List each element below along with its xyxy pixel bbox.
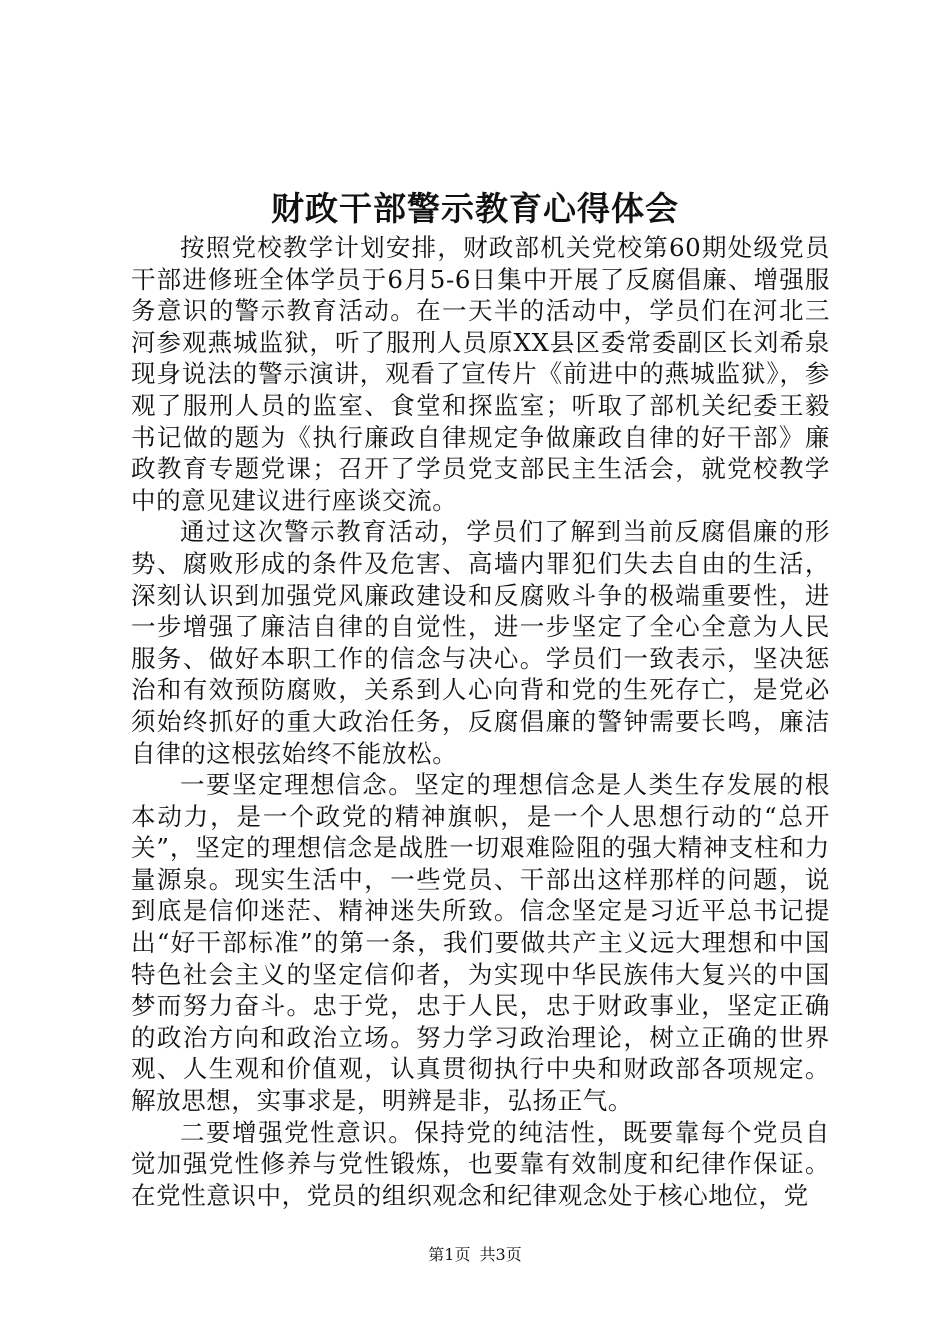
page-total: 共3页 <box>479 1245 522 1264</box>
page-number: 第1页 <box>428 1245 471 1264</box>
page-footer <box>0 1244 950 1266</box>
document-title: 财政干部警示教育心得体会 <box>271 189 679 228</box>
document-body <box>131 232 830 1211</box>
paragraph-1: 按照党校教学计划安排，财政部机关党校第60期处级党员干部进修班全体学员于6月5-6日集中开展了反腐倡廉、增强服务意识的警示教育活动。在一天半的活动中，学员们在河北三河参观燕城监狱，听了服刑人员原XX县区委常委副区长刘希泉现身说法的警示演讲，观看了宣传片《前进中的燕城监狱》，参观了服刑人员的监室、食堂和探监室；听取了部机关纪委王毅书记做的题为《执行廉政自律规定争做廉政自律的好干部》廉政教育专题党课；召开了学员党支部民主生活会，就党校教学中的意见建议进行座谈交流。 <box>131 233 830 515</box>
paragraph-2: 通过这次警示教育活动，学员们了解到当前反腐倡廉的形势、腐败形成的条件及危害、高墙内罪犯们失去自由的生活，深刻认识到加强党风廉政建设和反腐败斗争的极端重要性，进一步增强了廉洁自律的自觉性，进一步坚定了全心全意为人民服务、做好本职工作的信念与决心。学员们一致表示，坚决惩治和有效预防腐败，关系到人心向背和党的生死存亡，是党必须始终抓好的重大政治任务，反腐倡廉的警钟需要长鸣，廉洁自律的这根弦始终不能放松。 <box>131 517 830 768</box>
paragraph-3: 一要坚定理想信念。坚定的理想信念是人类生存发展的根本动力，是一个政党的精神旗帜，是一个人思想行动的“总开关”，坚定的理想信念是战胜一切艰难险阻的强大精神支柱和力量源泉。现实生活中，一些党员、干部出这样那样的问题，说到底是信仰迷茫、精神迷失所致。信念坚定是习近平总书记提出“好干部标准”的第一条，我们要做共产主义远大理想和中国特色社会主义的坚定信仰者，为实现中华民族伟大复兴的中国梦而努力奋斗。忠于党，忠于人民，忠于财政事业，坚定正确的政治方向和政治立场。努力学习政治理论，树立正确的世界观、人生观和价值观，认真贯彻执行中央和财政部各项规定。解放思想，实事求是，明辨是非，弘扬正气。 <box>131 770 830 1116</box>
paragraph-4: 二要增强党性意识。保持党的纯洁性，既要靠每个党员自觉加强党性修养与党性锻炼，也要靠有效制度和纪律作保证。在党性意识中，党员的组织观念和纪律观念处于核心地位，党 <box>131 1117 830 1210</box>
